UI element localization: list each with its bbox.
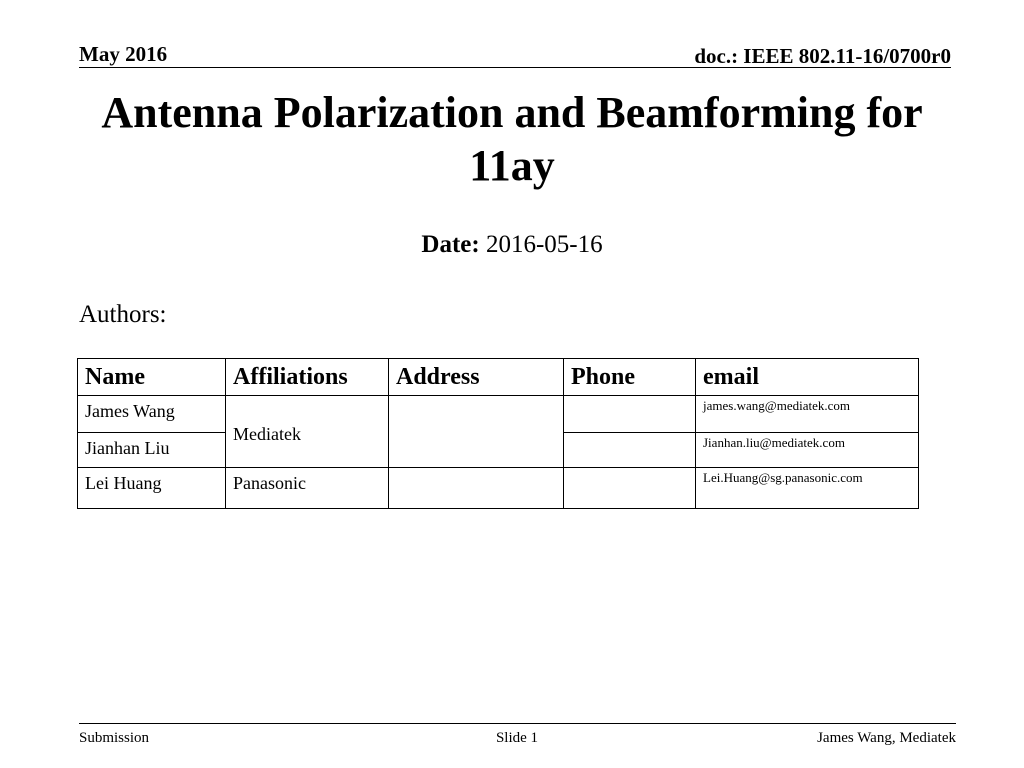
author-email: james.wang@mediatek.com [696,396,919,433]
header-doc-id: doc.: IEEE 802.11-16/0700r0 [694,44,951,68]
author-email: Jianhan.liu@mediatek.com [696,433,919,468]
footer-author: James Wang, Mediatek [817,730,956,746]
footer-submission: Submission [79,730,150,746]
table-header-row [78,359,919,396]
header-divider [79,67,951,68]
date-label: Date: [421,231,480,258]
author-affiliation: Mediatek [226,396,389,468]
author-name: Jianhan Liu [78,433,226,468]
slide-title [60,86,964,192]
author-phone [564,396,696,433]
date-value: 2016-05-16 [485,231,603,258]
table-row [78,396,919,433]
author-address [389,468,564,509]
title-line-2: 11ay [469,141,555,190]
column-header-email: email [696,359,919,396]
date-line [0,229,1024,261]
author-affiliation: Panasonic [226,468,389,509]
title-line-1: Antenna Polarization and Beamforming for [101,88,923,137]
table-row [78,468,919,509]
footer-slide-number: Slide 1 [495,730,539,746]
author-email: Lei.Huang@sg.panasonic.com [696,468,919,509]
author-phone [564,433,696,468]
author-name: Lei Huang [78,468,226,509]
authors-table [77,358,919,509]
authors-label: Authors: [79,301,167,328]
column-header-address: Address [389,359,564,396]
author-name: James Wang [78,396,226,433]
header-date: May 2016 [79,42,168,66]
footer-divider [79,723,956,724]
column-header-affiliations: Affiliations [226,359,389,396]
column-header-phone: Phone [564,359,696,396]
author-phone [564,468,696,509]
author-address [389,396,564,468]
column-header-name: Name [78,359,226,396]
